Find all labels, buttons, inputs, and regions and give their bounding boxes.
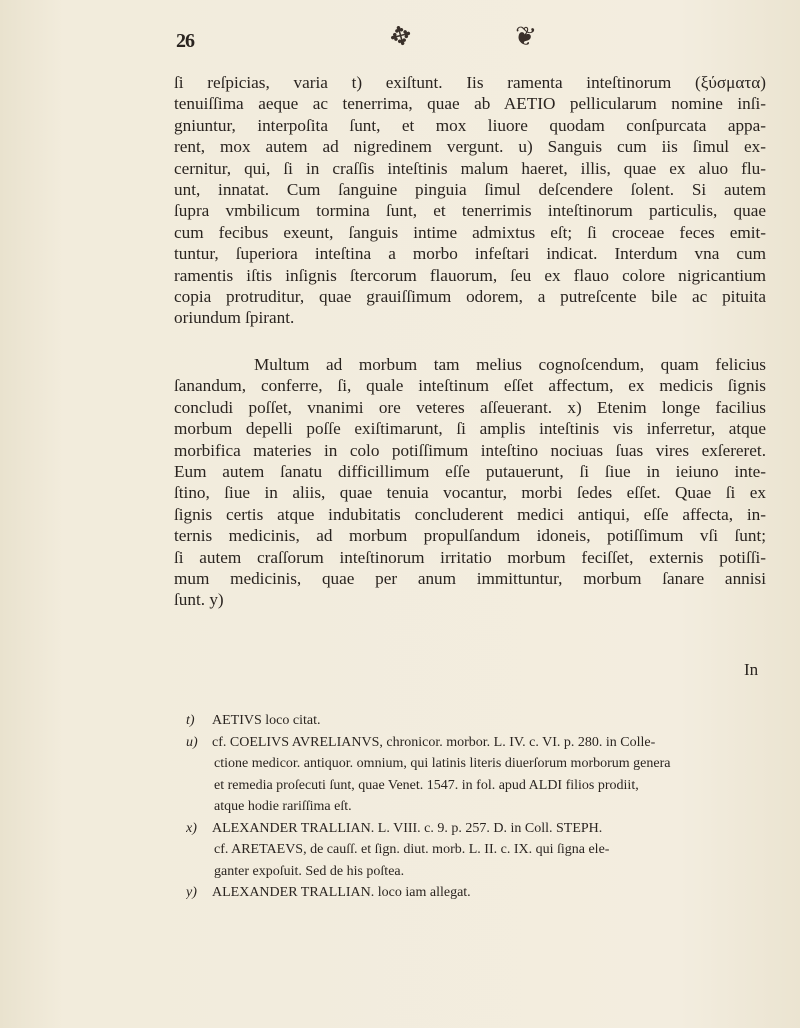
text-line: ramentis iſtis inſignis ſtercorum flauorum, ſeu ex flauo colore nigricantium [174,265,766,285]
footnote-text: cf. COELIVS AVRELIANVS, chronicor. morbor. L. IV. c. VI. p. 280. in Colle- [212,734,656,750]
printer-ornament-right: ❦ [511,20,539,53]
text-line: oriundum ſpirant. [174,308,295,328]
text-line: ſunt. y) [174,590,224,610]
text-line: ſupra vmbilicum tormina ſunt, et tenerrimis inteſtinorum particulis, quae [174,201,766,221]
footnote-text: et remedia proſecuti ſunt, quae Venet. 1547. in fol. apud ALDI filios prodiit, [214,777,639,793]
footnote-mark: t) [186,713,195,728]
main-text [174,72,766,611]
text-line: ſanandum, conferre, ſi, quale inteſtinum eſſet affectum, ex medicis ſignis [174,376,766,396]
text-line: morbum depelli poſſe exiſtimarunt, ſi amplis inteſtinis vis inferretur, atque [174,419,766,439]
footnote-text: cf. ARETAEVS, de cauſſ. et ſign. diut. morb. L. II. c. IX. qui ſigna ele- [214,842,610,857]
footnote-y [186,882,766,904]
text-line: Multum ad morbum tam melius cognoſcendum, quam felicius [254,354,766,374]
page-header [176,19,776,62]
footnote-text: ALEXANDER TRALLIAN. L. VIII. c. 9. p. 257. D. in Coll. STEPH. [212,820,603,836]
page-number: 26 [176,30,194,52]
footnote-t [186,710,766,732]
text-line: morbifica materies in colo potiſſimum inteſtino nociuas ſuas vires exſereret. [174,440,766,460]
text-line: ſi reſpicias, varia t) exiſtunt. Iis ramenta inteſtinorum (ξύσματα) [174,73,766,92]
footnote-text: AETIVS loco citat. [212,713,321,728]
catchword: In [744,660,759,679]
text-line: gniuntur, interpoſita ſunt, et mox liuore quodam conſpurcata appa- [174,115,766,135]
text-line: Eum autem ſanatu difficillimum eſſe putauerunt, ſi ſiue in ieiuno inte- [174,461,766,481]
text-line: rent, mox autem ad nigredinem vergunt. u) Sanguis cum iis ſimul ex- [174,137,766,157]
footnote-text: atque hodie rariſſima eſt. [214,799,352,814]
text-line: ſi autem craſſorum inteſtinorum irritatio morbum feciſſet, externis potiſſi- [174,547,766,567]
footnote-mark: y) [186,885,197,900]
footnote-mark: u) [186,734,198,750]
text-line: unt, innatat. Cum ſanguine pinguia ſimul deſcendere ſolent. Si autem [174,180,766,200]
text-line: ſignis certis atque indubitatis concluderent medici antiqui, eſſe affecta, in- [174,504,766,524]
text-line: ternis medicinis, ad morbum propulſandum idoneis, potiſſimum vſi ſunt; [174,526,766,546]
text-line: ſtino, ſiue in aliis, quae tenuia vocantur, morbi ſedes eſſet. Quae ſi ex [174,483,766,503]
footnote-text: ctione medicor. antiquor. omnium, qui latinis literis diuerſorum morborum genera [214,756,671,771]
footnotes [186,710,766,904]
text-line: cernitur, qui, ſi in craſſis inteſtinis malum haeret, illis, quae ex aluo flu- [174,158,766,178]
text-line: mum medicinis, quae per anum immittuntur, morbum ſanare annisi [174,568,766,588]
text-line: tuntur, ſuperiora inteſtina a morbo infeſtari indicat. Interdum vna cum [174,244,766,264]
text-line: concludi poſſet, vnanimi ore veteres aſſeuerant. x) Etenim longe facilius [174,397,766,417]
paragraph-1 [174,72,766,329]
printer-ornament-left: ✥ [386,19,416,54]
text-line: tenuiſſima aeque ac tenerrima, quae ab AETIO pellicularum nomine inſi- [174,94,766,114]
footnote-mark: x) [186,820,197,836]
footnote-u [186,732,766,754]
paragraph-2 [174,354,766,611]
footnote-text: ALEXANDER TRALLIAN. loco iam allegat. [212,885,471,900]
text-line: copia protruditur, quae grauiſſimum odorem, a putreſcente bile ac pituita [174,287,766,307]
text-line: cum fecibus exeunt, ſanguis intime admixtus eſt; ſi croceae feces emit- [174,222,766,242]
footnote-text: ganter expoſuit. Sed de his poſtea. [214,863,405,879]
footnote-x [186,818,766,840]
